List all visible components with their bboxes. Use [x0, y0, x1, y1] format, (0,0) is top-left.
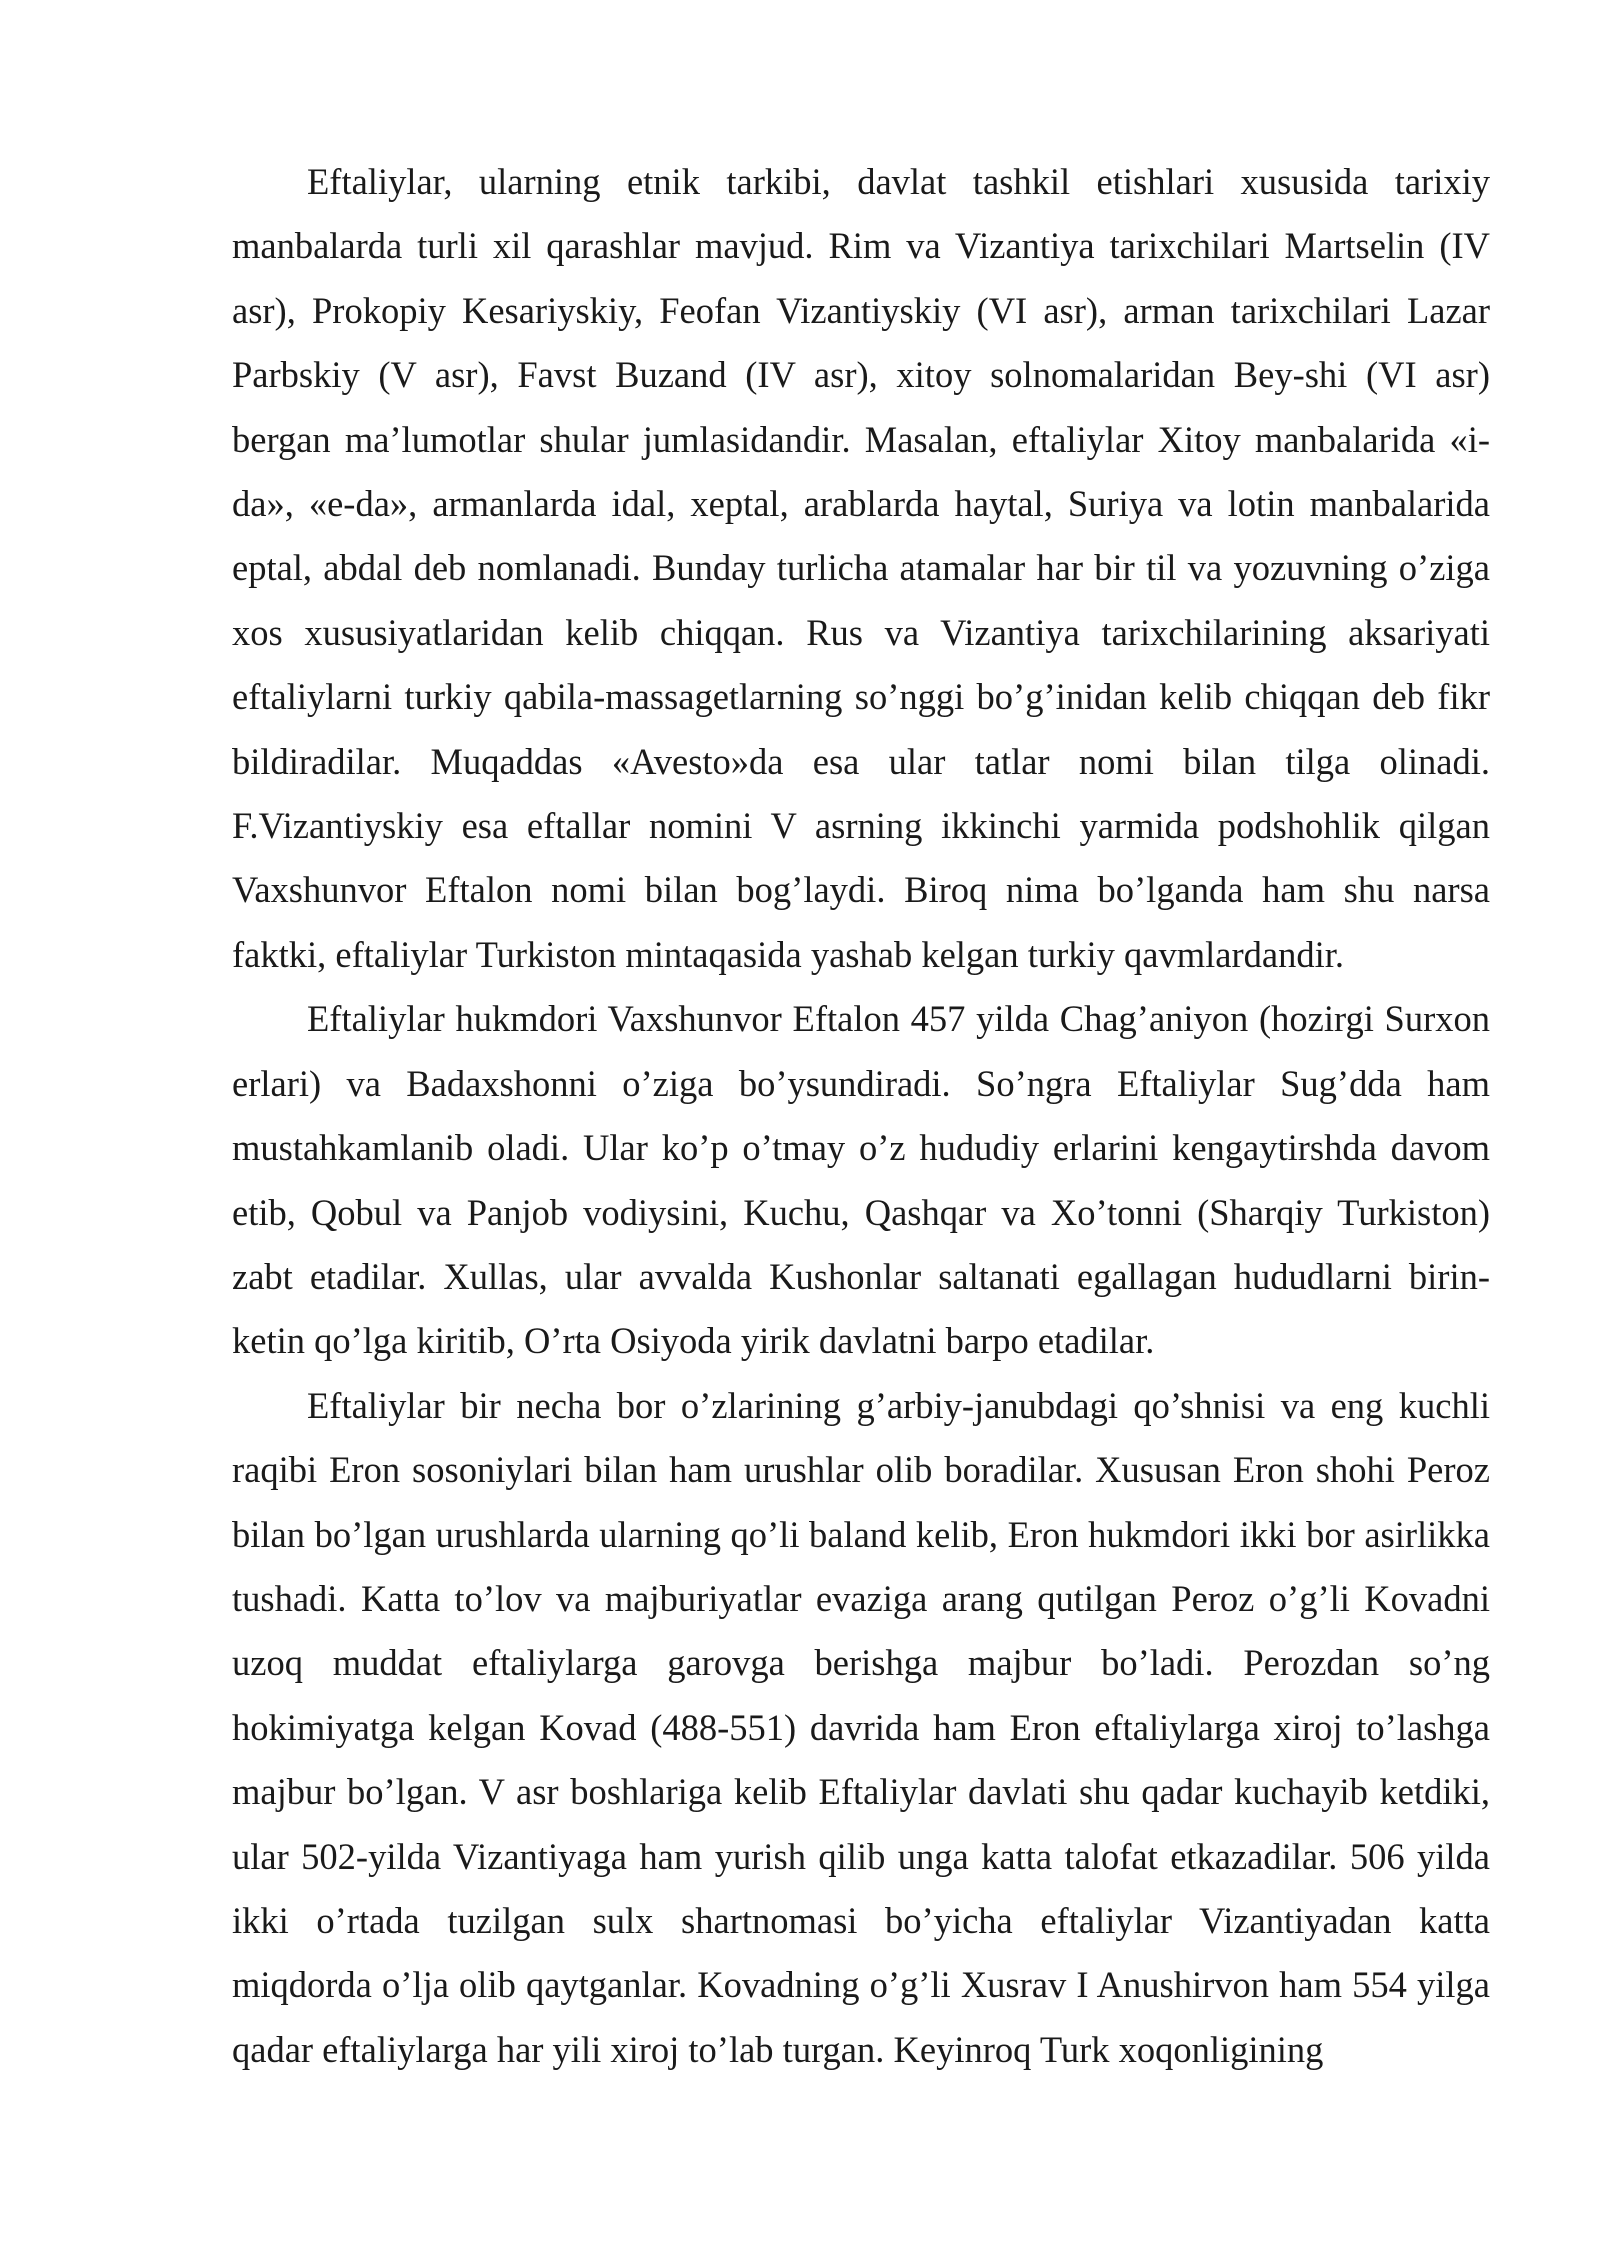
- document-body: [232, 150, 1490, 2082]
- paragraph-eftaliylar-conquests: Eftaliylar hukmdori Vaxshunvor Eftalon 457 yilda Chag’aniyon (hozirgi Surxon erlari) va Badaxshonni o’ziga bo’ysundiradi. So’ngra Eftaliylar Sug’dda ham mustahkamlanib oladi. Ular ko’p o’tmay o’z hududiy erlarini kengaytirshda davom etib, Qobul va Panjob vodiysini, Kuchu, Qashqar va Xo’tonni (Sharqiy Turkiston) zabt etadilar. Xullas, ular avvalda Kushonlar saltanati egallagan hududlarni birin-ketin qo’lga kiritib, O’rta Osiyoda yirik davlatni barpo etadilar.: [232, 998, 1490, 1362]
- paragraph-eftaliylar-origins: Eftaliylar, ularning etnik tarkibi, davlat tashkil etishlari xususida tarixiy manbalarda turli xil qarashlar mavjud. Rim va Vizantiya tarixchilari Martselin (IV asr), Prokopiy Kesariyskiy, Feofan Vizantiyskiy (VI asr), arman tarixchilari Lazar Parbskiy (V asr), Favst Buzand (IV asr), xitoy solnomalaridan Bey-shi (VI asr) bergan ma’lumotlar shular jumlasidandir. Masalan, eftaliylar Xitoy manbalarida «i-da», «e-da», armanlarda idal, xeptal, arablarda haytal, Suriya va lotin manbalarida eptal, abdal deb nomlanadi. Bunday turlicha atamalar har bir til va yozuvning o’ziga xos xususiyatlaridan kelib chiqqan. Rus va Vizantiya tarixchilarining aksariyati eftaliylarni turkiy qabila-massagetlarning so’nggi bo’g’inidan kelib chiqqan deb fikr bildiradilar. Muqaddas «Avesto»da esa ular tatlar nomi bilan tilga olinadi. F.Vizantiyskiy esa eftallar nomini V asrning ikkinchi yarmida podshohlik qilgan Vaxshunvor Eftalon nomi bilan bog’laydi. Biroq nima bo’lganda ham shu narsa faktki, eftaliylar Turkiston mintaqasida yashab kelgan turkiy qavmlardandir.: [232, 161, 1490, 975]
- paragraph-eftaliylar-wars: Eftaliylar bir necha bor o’zlarining g’arbiy-janubdagi qo’shnisi va eng kuchli raqibi Eron sosoniylari bilan ham urushlar olib boradilar. Xususan Eron shohi Peroz bilan bo’lgan urushlarda ularning qo’li baland kelib, Eron hukmdori ikki bor asirlikka tushadi. Katta to’lov va majburiyatlar evaziga arang qutilgan Peroz o’g’li Kovadni uzoq muddat eftaliylarga garovga berishga majbur bo’ladi. Perozdan so’ng hokimiyatga kelgan Kovad (488-551) davrida ham Eron eftaliylarga xiroj to’lashga majbur bo’lgan. V asr boshlariga kelib Eftaliylar davlati shu qadar kuchayib ketdiki, ular 502-yilda Vizantiyaga ham yurish qilib unga katta talofat etkazadilar. 506 yilda ikki o’rtada tuzilgan sulx shartnomasi bo’yicha eftaliylar Vizantiyadan katta miqdorda o’lja olib qaytganlar. Kovadning o’g’li Xusrav I Anushirvon ham 554 yilga qadar eftaliylarga har yili xiroj to’lab turgan. Keyinroq Turk xoqonligining: [232, 1384, 1490, 2070]
